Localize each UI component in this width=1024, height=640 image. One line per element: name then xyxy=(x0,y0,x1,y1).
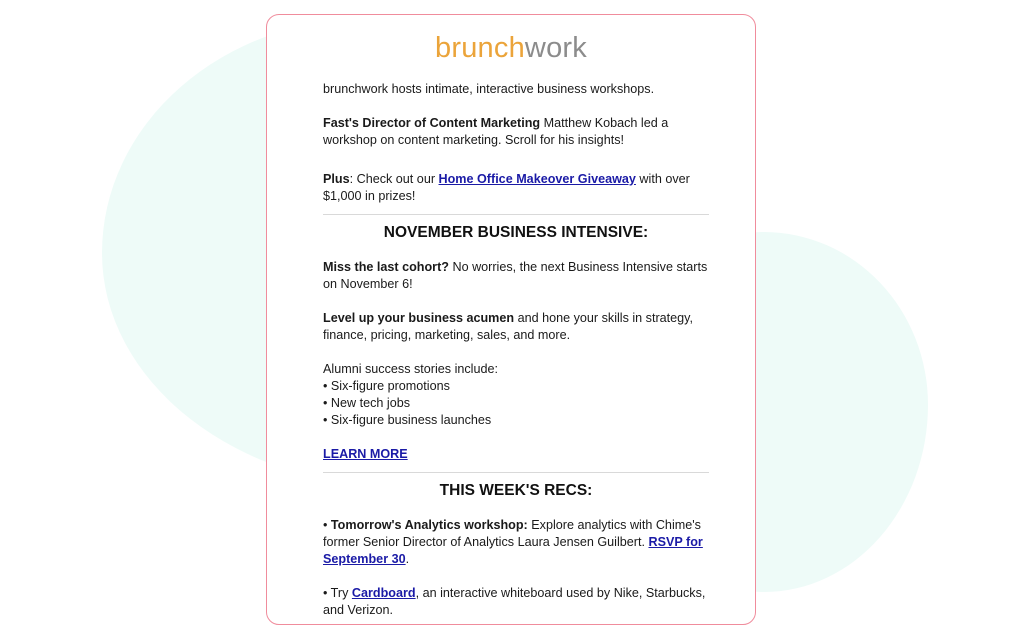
recs-title: THIS WEEK'S RECS: xyxy=(439,482,593,499)
list-item: • New tech jobs xyxy=(323,396,411,410)
plus-paragraph: Plus: Check out our Home Office Makeover Giveaway with over $1,000 in prizes! xyxy=(323,172,690,203)
rec-analytics: • Tomorrow's Analytics workshop: Explore analytics with Chime's former Senior Director of Analytics Laura Jensen Guilbert. RSVP for September 30. xyxy=(323,518,703,566)
giveaway-link[interactable]: Home Office Makeover Giveaway xyxy=(438,172,636,186)
intro-text: brunchwork hosts intimate, interactive business workshops. xyxy=(323,82,655,96)
list-item: • Six-figure business launches xyxy=(323,413,492,427)
cardboard-link[interactable]: Cardboard xyxy=(351,586,416,600)
email-card xyxy=(266,14,756,625)
divider xyxy=(323,472,709,473)
workshop-paragraph: Fast's Director of Content Marketing Matthew Kobach led a workshop on content marketing. Scroll for his insights! xyxy=(323,116,669,147)
list-item: • Six-figure promotions xyxy=(323,379,450,393)
alumni-list xyxy=(323,361,709,429)
divider xyxy=(323,214,709,215)
levelup-paragraph: Level up your business acumen and hone your skills in strategy, finance, pricing, marketing, sales, and more. xyxy=(323,311,694,342)
learn-more-link[interactable]: LEARN MORE xyxy=(323,447,408,461)
brand-logo: brunchwork xyxy=(435,32,587,64)
cohort-paragraph: Miss the last cohort? No worries, the next Business Intensive starts on November 6! xyxy=(323,260,708,291)
intensive-title: NOVEMBER BUSINESS INTENSIVE: xyxy=(383,224,649,241)
email-body xyxy=(323,81,709,619)
alumni-heading: Alumni success stories include: xyxy=(323,362,498,376)
rec-cardboard: • Try Cardboard, an interactive whiteboard used by Nike, Starbucks, and Verizon. xyxy=(323,586,706,617)
rsvp-link[interactable]: RSVP for September 30 xyxy=(323,535,703,566)
